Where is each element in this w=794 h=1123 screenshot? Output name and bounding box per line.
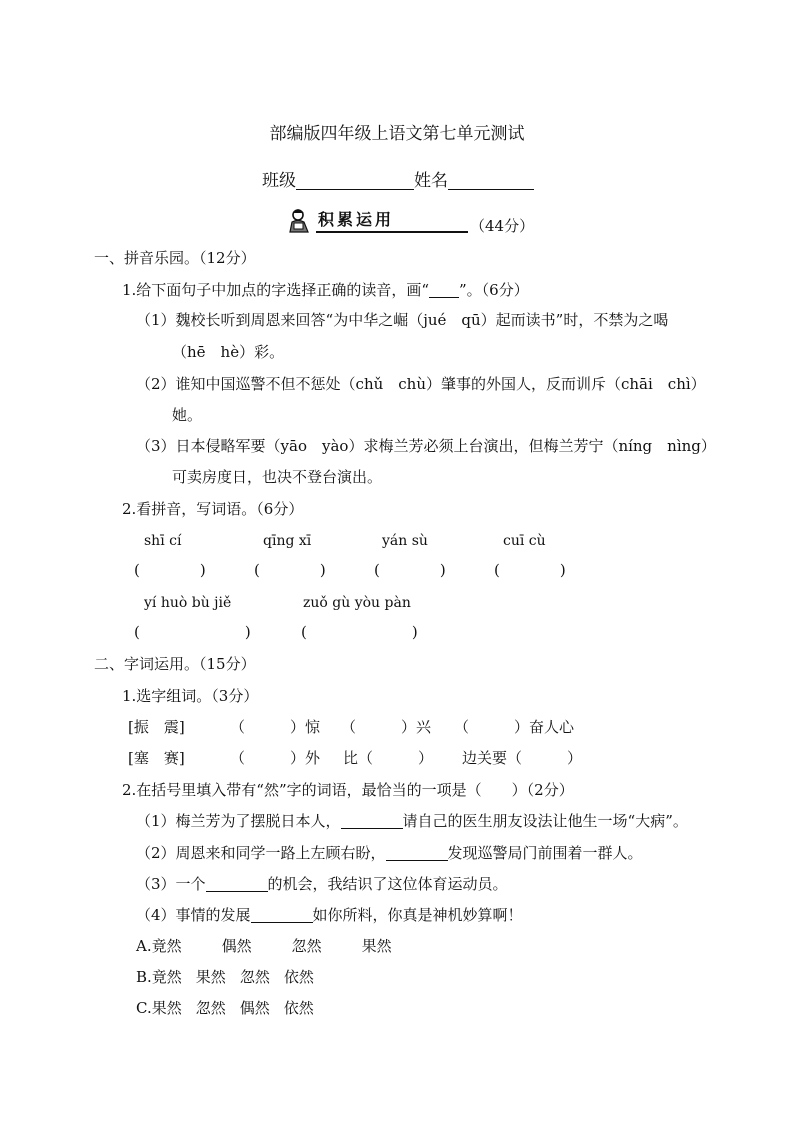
underline-sample bbox=[429, 283, 459, 298]
p2q2-prompt: 2.在括号里填入带有“然”字的词语，最恰当的一项是（ ）（2分） bbox=[122, 781, 574, 799]
row2-word3[interactable]: 边关要（ ） bbox=[462, 749, 583, 767]
p1q1-prompt: 1.给下面句子中加点的字选择正确的读音，画“ ”。（6分） bbox=[122, 281, 529, 299]
page-title: 部编版四年级上语文第七单元测试 bbox=[269, 124, 525, 144]
row1-word3[interactable]: （ ）奋人心 bbox=[454, 718, 575, 736]
p1q1-s2-line2[interactable]: 她。 bbox=[172, 406, 203, 424]
p2q2-s4: （4）事情的发展 如你所料，你真是神机妙算啊！ bbox=[136, 906, 523, 924]
part1-heading: 一、拼音乐园。（12分） bbox=[94, 249, 256, 267]
option-b[interactable]: B.竟然 果然 忽然 依然 bbox=[136, 968, 314, 986]
name-blank[interactable] bbox=[448, 172, 534, 190]
row2-chars: [塞 赛] bbox=[128, 749, 185, 767]
pinyin-4: cuī cù bbox=[503, 533, 546, 549]
p2q2-s1: （1）梅兰芳为了摆脱日本人， 请自己的医生朋友设法让他生一场“大病”。 bbox=[136, 812, 688, 830]
answer-box-3[interactable]: ( ) bbox=[374, 561, 446, 579]
class-blank[interactable] bbox=[296, 172, 414, 190]
row1-chars: [振 震] bbox=[128, 718, 185, 736]
class-label: 班级 bbox=[262, 171, 296, 191]
p2q2-s3: （3）一个 的机会，我结识了这位体育运动员。 bbox=[136, 875, 508, 893]
option-c[interactable]: C.果然 忽然 偶然 依然 bbox=[136, 999, 314, 1017]
student-reading-icon bbox=[286, 208, 312, 234]
row1-word1[interactable]: （ ）惊 bbox=[230, 718, 321, 736]
pinyin-2: qīng xī bbox=[263, 533, 312, 549]
blank-3[interactable] bbox=[206, 877, 268, 892]
name-label: 姓名 bbox=[414, 171, 448, 191]
section-banner bbox=[286, 208, 486, 236]
answer-box-2[interactable]: ( ) bbox=[254, 561, 326, 579]
blank-4[interactable] bbox=[251, 908, 313, 923]
p1q1-s1-line1[interactable]: （1）魏校长听到周恩来回答“为中华之崛（jué qū）起而读书”时，不禁为之喝 bbox=[136, 311, 669, 329]
p1q1-s2-line1[interactable]: （2）谁知中国巡警不但不惩处（chǔ chù）肇事的外国人，反而训斥（chāi chì） bbox=[136, 375, 706, 393]
p1q1-s3-line2[interactable]: 可卖房度日，也决不登台演出。 bbox=[172, 468, 383, 486]
answer-box-1[interactable]: ( ) bbox=[134, 561, 206, 579]
p1q1-s1-line2[interactable]: （hē hè）彩。 bbox=[172, 343, 285, 361]
option-a[interactable]: A.竟然 偶然 忽然 果然 bbox=[136, 937, 392, 955]
answer-box-6[interactable]: ( ) bbox=[301, 623, 418, 641]
row1-word2[interactable]: （ ）兴 bbox=[341, 718, 432, 736]
p1q2-prompt: 2.看拼音，写词语。（6分） bbox=[122, 500, 304, 518]
pinyin-6: zuǒ gù yòu pàn bbox=[303, 595, 411, 611]
blank-1[interactable] bbox=[341, 814, 403, 829]
row2-word1[interactable]: （ ）外 bbox=[230, 749, 321, 767]
blank-2[interactable] bbox=[386, 846, 448, 861]
pinyin-5: yí huò bù jiě bbox=[144, 595, 232, 611]
part2-heading: 二、字词运用。（15分） bbox=[94, 655, 256, 673]
banner-underline bbox=[316, 231, 468, 233]
section-banner-title: 积累运用 bbox=[318, 210, 395, 229]
answer-box-4[interactable]: ( ) bbox=[494, 561, 566, 579]
class-name-line bbox=[262, 172, 534, 190]
p2q1-prompt: 1.选字组词。（3分） bbox=[122, 687, 259, 705]
p2q2-s2: （2）周恩来和同学一路上左顾右盼， 发现巡警局门前围着一群人。 bbox=[136, 844, 643, 862]
pinyin-3: yán sù bbox=[382, 533, 428, 549]
pinyin-1: shī cí bbox=[144, 533, 182, 549]
answer-box-5[interactable]: ( ) bbox=[134, 623, 251, 641]
p1q1-s3-line1[interactable]: （3）日本侵略军要（yāo yào）求梅兰芳必须上台演出，但梅兰芳宁（níng nìng） bbox=[136, 437, 716, 455]
row2-word2[interactable]: 比（ ） bbox=[343, 749, 434, 767]
section-score: （44分） bbox=[470, 217, 535, 235]
